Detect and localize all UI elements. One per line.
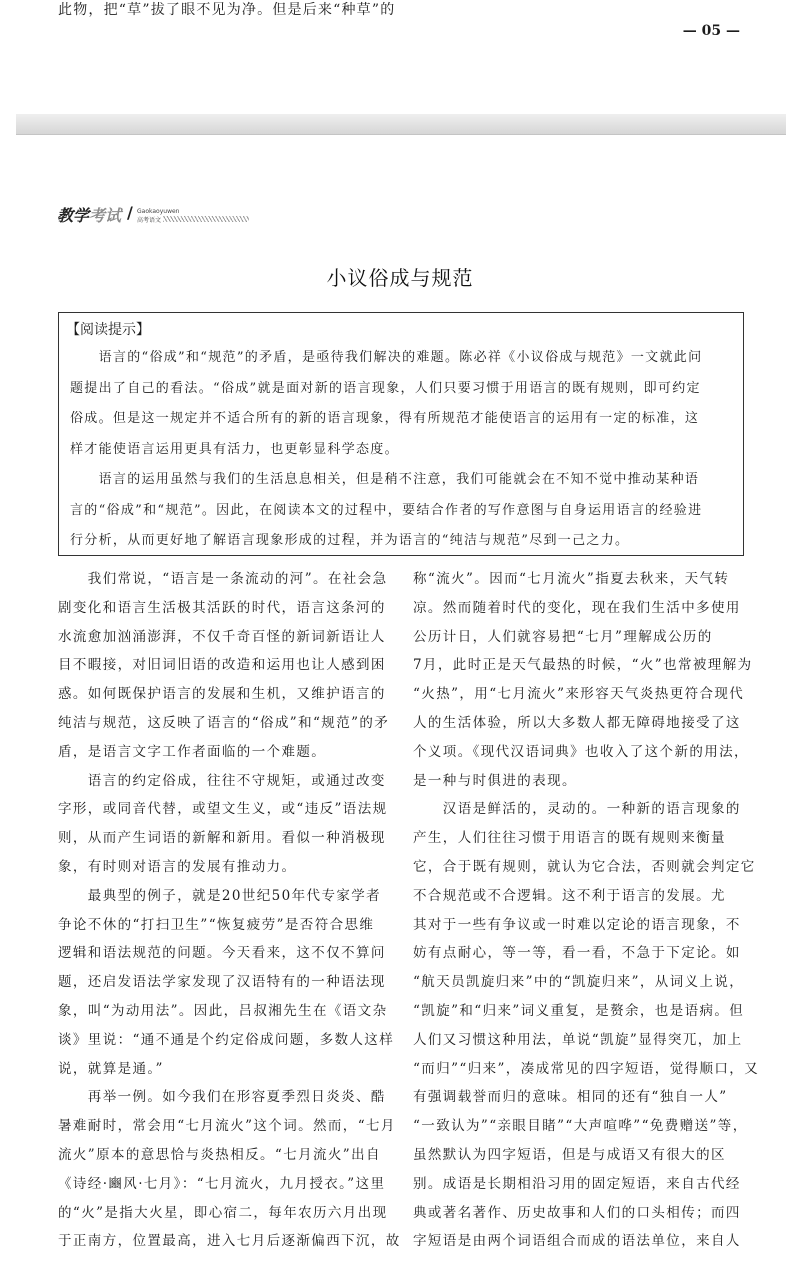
article-text-line: 惑。如何既保护语言的发展和生机，又维护语言的: [58, 686, 386, 703]
article-text-line: 象，有时则对语言的发展有推动力。: [58, 859, 297, 875]
previous-page-text-fragment: 此物，把“草”拔了眼不见为净。但是后来“种草”的: [58, 2, 396, 18]
article-text-line: “航天员凯旋归来”中的“凯旋归来”，从词义上说，: [413, 974, 745, 991]
article-text-line: 盾，是语言文字工作者面临的一个难题。: [58, 743, 327, 760]
column-logo-pinyin: Gaokaoyuwen: [137, 208, 180, 215]
article-text-line: 则，从而产生词语的新解和新用。看似一种消极现: [58, 830, 386, 847]
article-text-line: “一致认为”“亲眼目睹”“大声喧哗”“免费赠送”等，: [413, 1118, 748, 1135]
article-text-line: 象，叫“为动用法”。因此，吕叔湘先生在《语文杂: [58, 1003, 388, 1019]
article-text-line: 典或著名著作、历史故事和人们的口头相传；而四: [413, 1204, 741, 1221]
column-logo-hatch-decoration: [163, 216, 249, 222]
article-text-line: 语言的约定俗成，往往不守规矩，或通过改变: [58, 772, 386, 789]
reading-hint-line: 俗成。但是这一规定并不适合所有的新的语言现象，得有所规范才能使语言的运用有一定的标准，这: [70, 411, 700, 426]
article-text-line: 7月，此时正是天气最热的时候，“火”也常被理解为: [413, 657, 753, 674]
column-logo-title: [57, 203, 121, 226]
article-text-line: 争论不休的“打扫卫生”“恢复疲劳”是否符合思维: [58, 916, 375, 933]
page-number: — 05 —: [682, 23, 740, 39]
article-text-line: 我们常说，“语言是一条流动的河”。在社会急: [58, 571, 388, 587]
article-text-line: 产生，人们往往习惯于用语言的既有规则来衡量: [413, 830, 726, 847]
article-text-line: 虽然默认为四字短语，但是与成语又有很大的区: [413, 1147, 726, 1163]
article-text-line: 最典型的例子，就是20世纪50年代专家学者: [58, 887, 382, 904]
article-text-line: 妨有点耐心，等一等，看一看，不急于下定论。如: [413, 945, 741, 962]
column-logo-subtitle: 高考语文: [137, 217, 162, 224]
article-text-line: 的“火”是指大火星，即心宿二，每年农历六月出现: [58, 1204, 388, 1221]
reading-hint-line: 言的“俗成”和“规范”。因此，在阅读本文的过程中，要结合作者的写作意图与自身运用语言的经验进: [70, 502, 703, 518]
reading-hint-line: 语言的运用虽然与我们的生活息息相关，但是稍不注意，我们可能就会在不知不觉中推动某种语: [70, 472, 700, 487]
article-text-line: 个义项。《现代汉语词典》也收入了这个新的用法，: [413, 743, 749, 760]
reading-hint-heading: 【阅读提示】: [66, 322, 150, 338]
column-logo-dark: 教学: [57, 206, 90, 225]
article-title: 小议俗成与规范: [326, 266, 474, 290]
article-text-line: 谈》里说：“通不通是个约定俗成问题，多数人这样: [58, 1031, 395, 1048]
article-text-line: 剧变化和语言生活极其活跃的时代，语言这条河的: [58, 599, 386, 616]
article-text-line: “火热”，用“七月流火”来形容天气炎热更符合现代: [413, 686, 745, 703]
article-text-line: 称“流火”。因而“七月流火”指夏去秋来，天气转: [413, 571, 730, 587]
article-text-line: 于正南方，位置最高，进入七月后逐渐偏西下沉，故: [58, 1233, 401, 1250]
article-text-line: 逻辑和语法规范的问题。今天看来，这不仅不算问: [58, 945, 386, 962]
article-text-line: 是一种与时俱进的表现。: [413, 772, 577, 789]
article-text-line: 流火”原本的意思恰与炎热相反。“七月流火”出自: [58, 1147, 381, 1163]
column-logo-light: 考试: [89, 206, 122, 225]
article-text-line: 公历计日，人们就容易把“七月”理解成公历的: [413, 628, 713, 645]
article-text-line: 有强调载誉而归的意味。相同的还有“独自一人”: [413, 1089, 728, 1106]
reading-hint-box: [58, 312, 744, 556]
article-text-line: 目不暇接，对旧词旧语的改造和运用也让人感到困: [58, 657, 386, 674]
article-text-line: “而归”“归来”，凑成常见的四字短语，觉得顺口，又: [413, 1060, 760, 1077]
article-text-line: 暑难耐时，常会用“七月流火”这个词。然而，“七月: [58, 1118, 396, 1135]
page-break-band: [16, 114, 786, 135]
article-text-line: 人们又习惯这种用法，单说“凯旋”显得突兀，加上: [413, 1031, 743, 1048]
article-text-line: 别。成语是长期相沿习用的固定短语，来自古代经: [413, 1175, 741, 1192]
reading-hint-line: 语言的“俗成”和“规范”的矛盾，是亟待我们解决的难题。陈必祥《小议俗成与规范》一文就此问: [70, 350, 703, 365]
reading-hint-line: 题提出了自己的看法。“俗成”就是面对新的语言现象，人们只要习惯于用语言的既有规则，即可约定: [70, 380, 701, 396]
article-text-line: 字形，或同音代替，或望文生义，或“违反”语法规: [58, 801, 388, 818]
article-text-line: 凉。然而随着时代的变化，现在我们生活中多使用: [413, 599, 741, 616]
reading-hint-line: 行分析，从而更好地了解语言现象形成的过程，并为语言的“纯洁与规范”尽到一己之力。: [70, 533, 630, 548]
article-text-line: 纯洁与规范，这反映了语言的“俗成”和“规范”的矛: [58, 715, 390, 731]
article-text-line: 字短语是由两个词语组合而成的语法单位，来自人: [413, 1233, 741, 1250]
article-text-line: 《诗经·豳风·七月》：“七月流火，九月授衣。”这里: [58, 1175, 386, 1192]
article-text-line: 题，还启发语法学家发现了汉语特有的一种语法现: [58, 974, 386, 991]
article-text-line: 再举一例。如今我们在形容夏季烈日炎炎、酷: [58, 1089, 386, 1106]
article-text-line: “凯旋”和“归来”词义重复，是赘余，也是语病。但: [413, 1003, 745, 1019]
column-logo-slash-icon: /: [127, 203, 133, 222]
article-text-line: 其对于一些有争议或一时难以定论的语言现象，不: [413, 916, 741, 933]
article-text-line: 人的生活体验，所以大多数人都无障碍地接受了这: [413, 715, 741, 731]
article-text-line: 说，就算是通。”: [58, 1060, 164, 1077]
article-text-line: 汉语是鲜活的，灵动的。一种新的语言现象的: [413, 801, 741, 818]
article-text-line: 水流愈加汹涌澎湃，不仅千奇百怪的新词新语让人: [58, 628, 386, 645]
article-text-line: 它，合于既有规则，就认为它合法，否则就会判定它: [413, 859, 756, 875]
article-text-line: 不合规范或不合逻辑。这不利于语言的发展。尤: [413, 887, 726, 904]
reading-hint-line: 样才能使语言运用更具有活力，也更彰显科学态度。: [70, 441, 399, 457]
